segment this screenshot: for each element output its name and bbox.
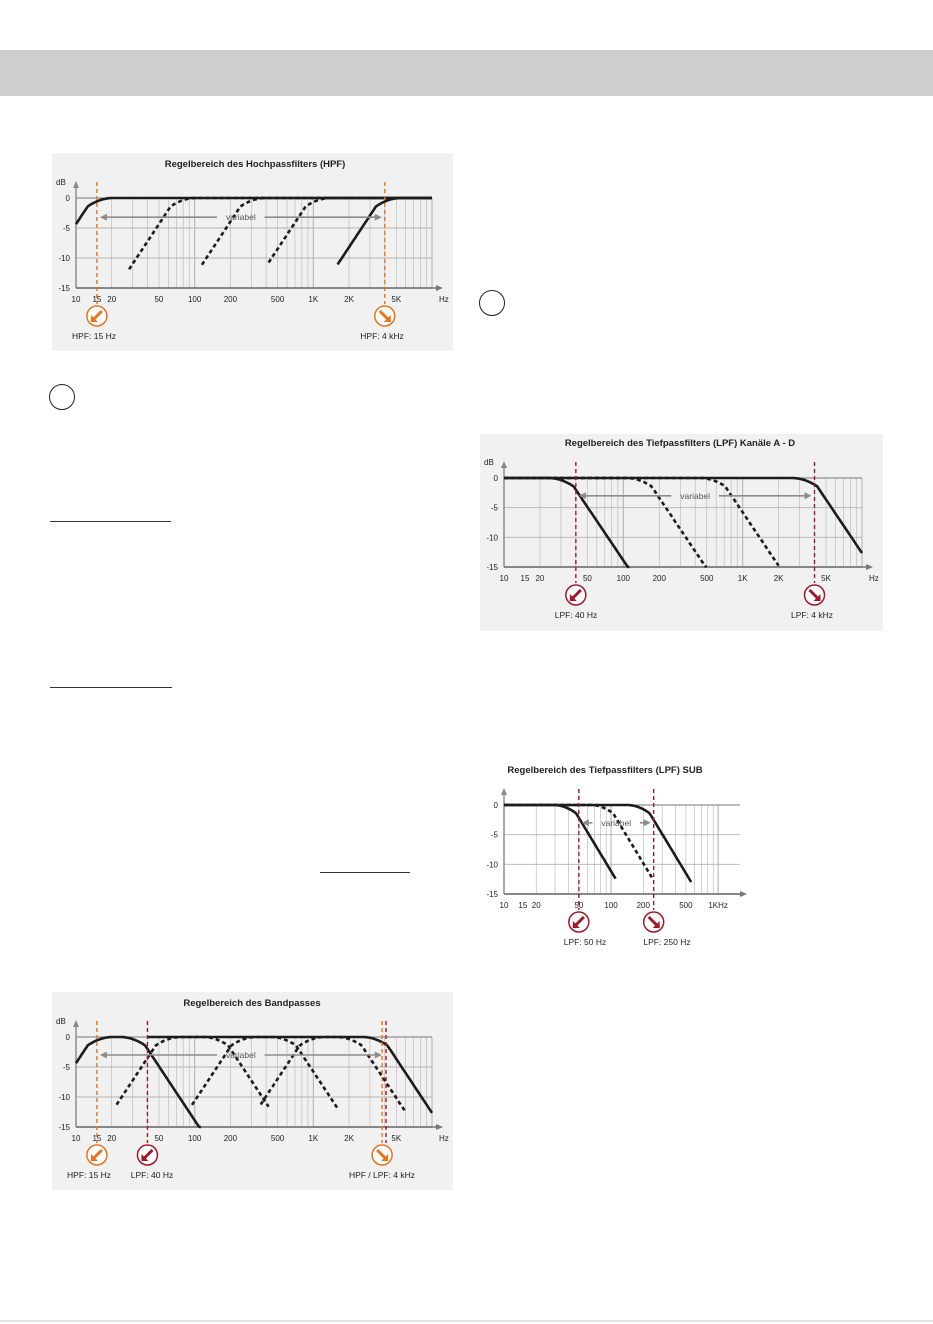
x-unit-label: Hz	[439, 1134, 449, 1143]
x-tick-label: 20	[531, 901, 541, 910]
hpf-curve-dashed	[269, 198, 432, 263]
cutoff-marker-label: HPF / LPF: 4 kHz	[348, 1170, 416, 1180]
x-tick-label: 500	[270, 295, 285, 304]
lpf-sub-curve-50hz	[504, 805, 616, 879]
chart-lpf-sub	[470, 760, 770, 958]
variable-label: variabel	[225, 1050, 256, 1060]
x-tick-label: 10	[71, 1134, 81, 1143]
x-tick-label: 2K	[344, 295, 354, 304]
chart-title: Regelbereich des Bandpasses	[183, 998, 321, 1009]
y-axis-arrowhead	[73, 181, 79, 188]
chart-lpf-ad-svg	[480, 434, 883, 631]
y-tick-label: 0	[493, 474, 498, 483]
arrow-down-left-icon	[137, 1145, 157, 1165]
lpf-curve-40hz	[504, 478, 629, 567]
y-axis-arrowhead	[501, 788, 507, 795]
x-tick-label: 1K	[308, 1134, 319, 1143]
x-tick-label: 1KHz	[708, 901, 728, 910]
x-tick-label: 2K	[344, 1134, 354, 1143]
y-tick-label: -10	[58, 254, 70, 263]
x-tick-label: 100	[616, 574, 631, 583]
lpf-sub-curve-250hz	[504, 805, 691, 882]
cutoff-marker-label: HPF: 15 Hz	[67, 1170, 111, 1180]
x-tick-label: 1K	[737, 574, 748, 583]
cutoff-marker-label: LPF: 250 Hz	[643, 937, 691, 947]
y-unit-label: dB	[56, 1017, 66, 1026]
chart-hpf	[52, 153, 453, 351]
arrow-down-left-icon	[566, 585, 586, 605]
x-unit-label: Hz	[439, 295, 449, 304]
lpf-curve-4khz	[504, 478, 862, 553]
x-tick-label: 15	[92, 295, 102, 304]
y-tick-label: -5	[490, 503, 498, 513]
x-axis-arrowhead	[436, 1124, 443, 1130]
y-tick-label: -5	[62, 224, 70, 233]
chart-title: Regelbereich des Tiefpassfilters (LPF) Kanäle A - D	[564, 438, 796, 449]
variable-arrowhead-right	[375, 1052, 382, 1059]
variable-arrowhead-left	[100, 1052, 107, 1059]
y-tick-label: -15	[486, 890, 498, 899]
x-axis-arrowhead	[436, 285, 443, 291]
x-unit-label: Hz	[869, 574, 879, 583]
x-tick-label: 100	[604, 901, 618, 910]
x-tick-label: 10	[71, 295, 81, 304]
x-tick-label: 200	[223, 295, 238, 304]
y-tick-label: -15	[486, 563, 498, 572]
x-tick-label: 50	[582, 574, 592, 583]
y-tick-label: -10	[486, 533, 498, 543]
variable-label: variabel	[225, 212, 256, 223]
y-tick-label: 0	[493, 801, 498, 810]
x-tick-label: 200	[223, 1134, 238, 1143]
x-tick-label: 1K	[308, 295, 319, 304]
y-tick-label: -5	[490, 830, 498, 840]
y-unit-label: dB	[56, 178, 66, 187]
x-tick-label: 10	[499, 901, 509, 910]
y-tick-label: -5	[62, 1063, 70, 1072]
x-tick-label: 20	[107, 295, 117, 304]
arrow-down-right-icon	[372, 1145, 392, 1165]
x-axis-arrowhead	[866, 564, 873, 570]
y-tick-label: -10	[486, 860, 498, 870]
x-tick-label: 100	[187, 295, 202, 304]
header-bar	[0, 50, 933, 96]
variable-arrowhead-right	[805, 492, 812, 499]
x-tick-label: 200	[652, 574, 666, 583]
cutoff-marker-label: LPF: 40 Hz	[554, 610, 598, 620]
bandpass-curve-solid	[147, 1037, 432, 1113]
chart-lpf-sub-svg	[470, 760, 770, 958]
x-tick-label: 5K	[391, 1134, 402, 1143]
underline-rule	[50, 521, 171, 522]
y-tick-label: 0	[65, 1033, 70, 1042]
x-tick-label: 50	[574, 901, 584, 910]
y-axis-arrowhead	[73, 1020, 79, 1027]
arrow-down-right-icon	[644, 912, 664, 932]
underline-rule	[320, 872, 410, 873]
x-tick-label: 200	[636, 901, 650, 910]
hpf-curve-dashed	[129, 198, 432, 269]
variable-label: variabel	[680, 490, 711, 501]
chart-hpf-svg	[52, 153, 453, 351]
x-tick-label: 20	[535, 574, 545, 583]
bandpass-curve-solid	[76, 1037, 201, 1127]
cutoff-marker-label: HPF: 15 Hz	[72, 331, 116, 341]
x-tick-label: 5K	[391, 295, 402, 304]
filter-curves	[76, 198, 432, 269]
arrow-down-left-icon	[87, 306, 107, 326]
y-tick-label: -15	[58, 1123, 70, 1132]
y-tick-label: -10	[58, 1093, 70, 1102]
x-tick-label: 500	[700, 574, 714, 583]
x-tick-label: 15	[92, 1134, 102, 1143]
variable-arrowhead-right	[644, 819, 651, 826]
arrow-down-left-icon	[569, 912, 589, 932]
variable-arrowhead-right	[375, 214, 382, 221]
y-axis-arrowhead	[501, 461, 507, 468]
arrow-down-right-icon	[805, 585, 825, 605]
chart-lpf-ad	[480, 434, 883, 631]
section-marker-circle	[479, 290, 505, 316]
cutoff-marker-label: LPF: 50 Hz	[563, 937, 607, 947]
x-axis-arrowhead	[740, 891, 747, 897]
lpf-curve-dashed	[504, 478, 707, 567]
x-tick-label: 5K	[821, 574, 831, 583]
hpf-curve-dashed	[202, 198, 432, 265]
x-tick-label: 10	[499, 574, 509, 583]
y-tick-label: -15	[58, 284, 70, 293]
x-tick-label: 100	[187, 1134, 202, 1143]
chart-bandpass-svg	[52, 992, 453, 1190]
chart-title: Regelbereich des Hochpassfilters (HPF)	[164, 159, 346, 170]
x-tick-label: 15	[518, 901, 528, 910]
arrow-down-right-icon	[375, 306, 395, 326]
y-unit-label: dB	[484, 458, 494, 467]
x-tick-label: 20	[107, 1134, 117, 1143]
arrow-down-left-icon	[87, 1145, 107, 1165]
bandpass-curve-dashed	[117, 1037, 269, 1107]
x-tick-label: 15	[520, 574, 530, 583]
filter-curves	[504, 805, 691, 882]
cutoff-marker-label: LPF: 40 Hz	[130, 1170, 174, 1180]
x-tick-label: 500	[679, 901, 693, 910]
x-tick-label: 50	[154, 1134, 164, 1143]
x-tick-label: 50	[154, 295, 164, 304]
cutoff-marker-label: HPF: 4 kHz	[360, 331, 404, 341]
x-tick-label: 2K	[773, 574, 784, 583]
chart-bandpass	[52, 992, 453, 1190]
cutoff-marker-label: LPF: 4 kHz	[790, 610, 834, 620]
variable-arrowhead-left	[100, 214, 107, 221]
variable-label: variabel	[601, 817, 632, 828]
x-tick-label: 500	[270, 1134, 285, 1143]
section-marker-circle	[49, 384, 75, 410]
y-tick-label: 0	[65, 194, 70, 203]
underline-rule	[50, 687, 172, 688]
chart-title: Regelbereich des Tiefpassfilters (LPF) SUB	[507, 765, 703, 776]
page-bottom-rule	[0, 1320, 933, 1322]
